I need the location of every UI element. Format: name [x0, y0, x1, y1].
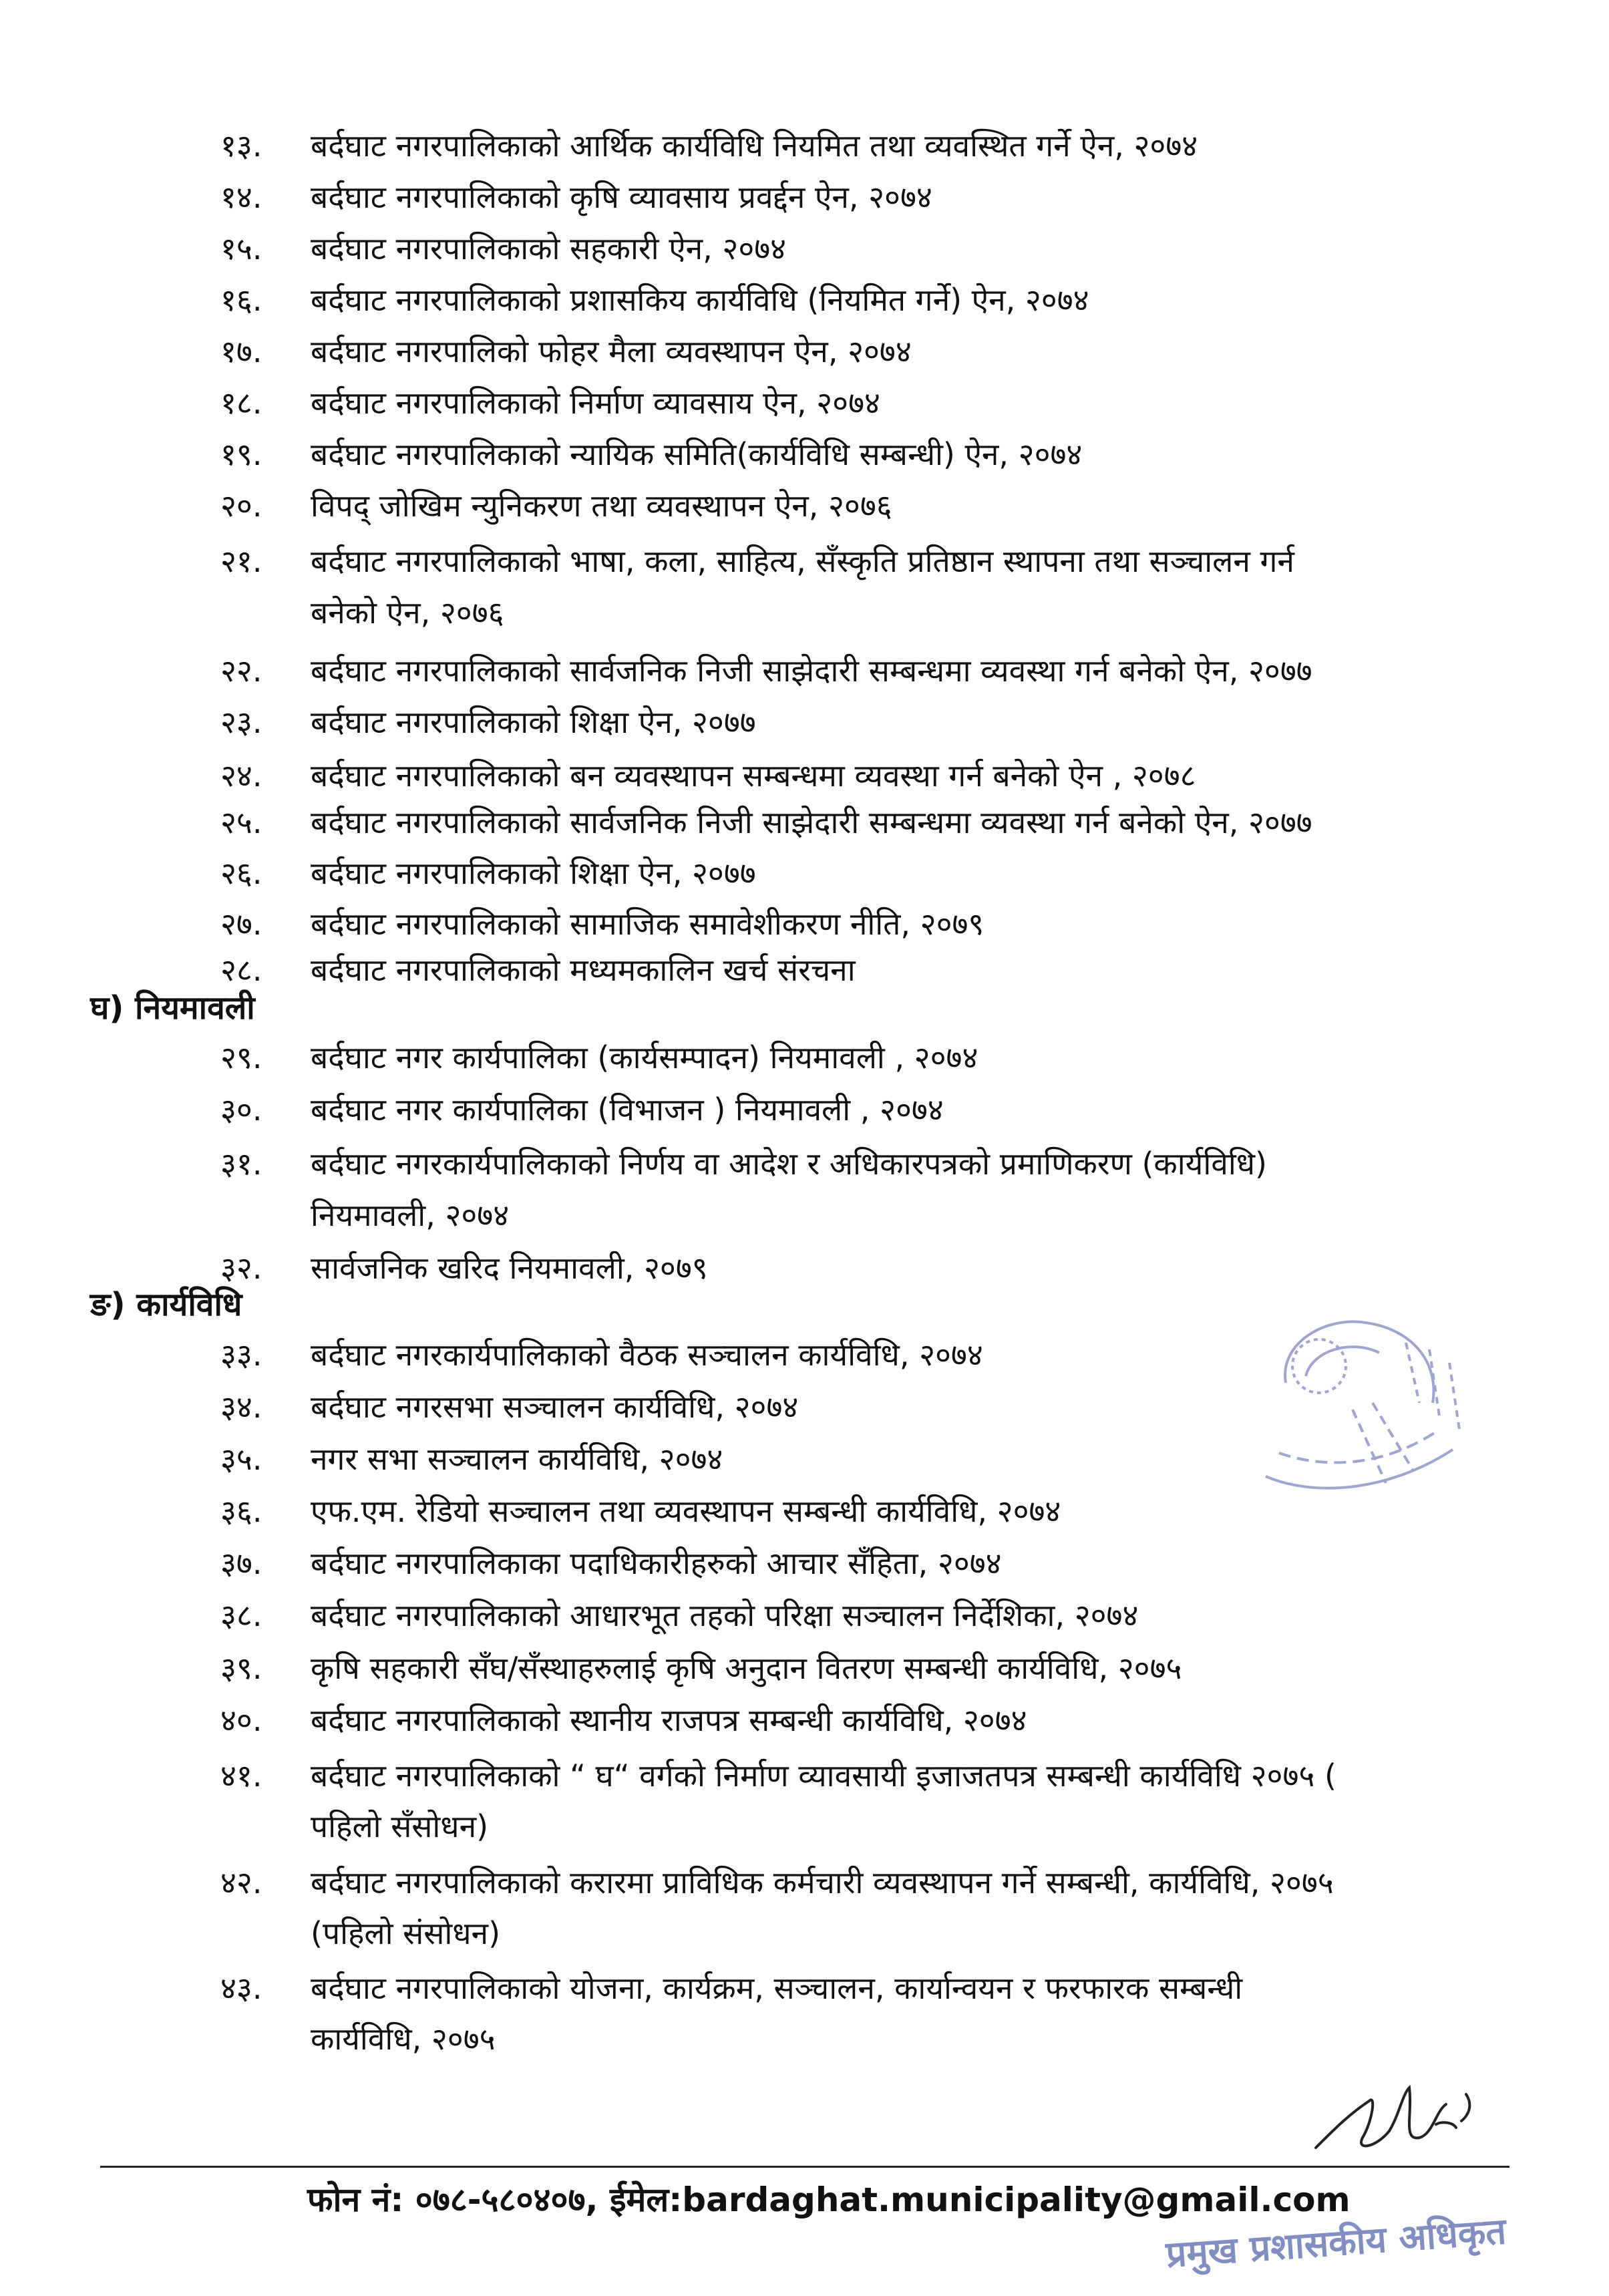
item-text: बर्दघाट नगरपालिकाको मध्यमकालिन खर्च संरचना	[311, 952, 856, 988]
item-text: बर्दघाट नगर कार्यपालिका (कार्यसम्पादन) नियमावली , २०७४	[311, 1039, 978, 1076]
item-text: बर्दघाट नगर कार्यपालिका (विभाजन ) नियमावली , २०७४	[311, 1092, 944, 1128]
item-number: २१.	[220, 543, 262, 579]
item-number: २०.	[220, 488, 262, 524]
item-number: २३.	[220, 704, 262, 740]
footer-contact: फोन नं: ०७८-५८०४०७, ईमेल:bardaghat.municipality@gmail.com	[307, 2180, 1351, 2219]
item-number: ३१.	[220, 1146, 262, 1182]
item-text: बर्दघाट नगरपालिकाको प्रशासकिय कार्यविधि (नियमित गर्ने) ऐन, २०७४	[311, 282, 1089, 318]
item-number: ३२.	[220, 1250, 262, 1286]
item-number: २६.	[220, 855, 262, 891]
item-number: १७.	[220, 333, 262, 369]
item-number: ३६.	[220, 1493, 262, 1529]
item-text: बर्दघाट नगरपालिकाको “ घ“ वर्गको निर्माण व्यावसायी इजाजतपत्र सम्बन्धी कार्यविधि २०७५ (	[311, 1758, 1336, 1794]
item-number: १५.	[220, 230, 262, 267]
municipality-seal-stamp	[1239, 1303, 1479, 1516]
item-text: बर्दघाट नगरपालिकाको सामाजिक समावेशीकरण नीति, २०७९	[311, 906, 985, 942]
item-text: बर्दघाट नगरपालिकाको स्थानीय राजपत्र सम्बन्धी कार्यविधि, २०७४	[311, 1702, 1027, 1738]
section-heading-niyamawali: घ) नियमावली	[90, 989, 255, 1027]
item-number: २९.	[220, 1039, 262, 1076]
item-text: बर्दघाट नगरकार्यपालिकाको निर्णय वा आदेश र अधिकारपत्रको प्रमाणिकरण (कार्यविधि)	[311, 1146, 1267, 1182]
item-text: बर्दघाट नगरसभा सञ्चालन कार्यविधि, २०७४	[311, 1389, 799, 1425]
item-number: १३.	[220, 128, 262, 164]
item-number: २५.	[220, 804, 262, 840]
item-text-continuation: पहिलो सँसोधन)	[311, 1808, 489, 1844]
item-number: ४०.	[220, 1702, 262, 1738]
item-number: ३७.	[220, 1545, 262, 1581]
item-text: कृषि सहकारी सँघ/सँस्थाहरुलाई कृषि अनुदान वितरण सम्बन्धी कार्यविधि, २०७५	[311, 1650, 1182, 1686]
item-text: बर्दघाट नगरपालिकाको सार्वजनिक निजी साझेदारी सम्बन्धमा व्यवस्था गर्न बनेको ऐन, २०७७	[311, 653, 1312, 689]
item-number: २४.	[220, 758, 262, 794]
item-text: बर्दघाट नगरपालिकाको शिक्षा ऐन, २०७७	[311, 855, 756, 891]
item-text: बर्दघाट नगरपालिकाको सहकारी ऐन, २०७४	[311, 230, 787, 267]
item-text: बर्दघाट नगरपालिको फोहर मैला व्यवस्थापन ऐन, २०७४	[311, 333, 912, 369]
item-number: २२.	[220, 653, 262, 689]
item-text-continuation: बनेको ऐन, २०७६	[311, 595, 504, 631]
item-text: बर्दघाट नगरपालिकाको भाषा, कला, साहित्य, सँस्कृति प्रतिष्ठान स्थापना तथा सञ्चालन गर्न	[311, 543, 1294, 579]
item-text: बर्दघाट नगरपालिकाको न्यायिक समिति(कार्यविधि सम्बन्धी) ऐन, २०७४	[311, 436, 1083, 472]
officer-title-stamp: प्रमुख प्रशासकीय अधिकृत	[1164, 2210, 1507, 2276]
item-text: बर्दघाट नगरपालिकाको आर्थिक कार्यविधि नियमित तथा व्यवस्थित गर्ने ऐन, २०७४	[311, 128, 1198, 164]
item-text: बर्दघाट नगरपालिकाको आधारभूत तहको परिक्षा सञ्चालन निर्देशिका, २०७४	[311, 1597, 1139, 1633]
item-number: ४३.	[220, 1970, 262, 2006]
item-number: १६.	[220, 282, 262, 318]
item-number: ३०.	[220, 1092, 262, 1128]
item-text: विपद् जोखिम न्युनिकरण तथा व्यवस्थापन ऐन, २०७६	[311, 488, 892, 524]
item-number: ३३.	[220, 1337, 262, 1373]
item-text: एफ.एम. रेडियो सञ्चालन तथा व्यवस्थापन सम्बन्धी कार्यविधि, २०७४	[311, 1493, 1061, 1529]
item-number: १४.	[220, 179, 262, 215]
item-number: ३५.	[220, 1441, 262, 1477]
item-number: ३९.	[220, 1650, 262, 1686]
item-text: बर्दघाट नगरपालिकाको बन व्यवस्थापन सम्बन्धमा व्यवस्था गर्न बनेको ऐन , २०७८	[311, 758, 1196, 794]
item-text: बर्दघाट नगरपालिकाको सार्वजनिक निजी साझेदारी सम्बन्धमा व्यवस्था गर्न बनेको ऐन, २०७७	[311, 804, 1312, 840]
item-text: बर्दघाट नगरपालिकाको योजना, कार्यक्रम, सञ्चालन, कार्यान्वयन र फरफारक सम्बन्धी	[311, 1970, 1243, 2006]
item-text-continuation: नियमावली, २०७४	[311, 1197, 510, 1233]
item-number: १८.	[220, 385, 262, 421]
item-text: सार्वजनिक खरिद नियमावली, २०७९	[311, 1250, 708, 1286]
item-number: २७.	[220, 906, 262, 942]
item-number: ३४.	[220, 1389, 262, 1425]
item-number: १९.	[220, 436, 262, 472]
item-number: ३८.	[220, 1597, 262, 1633]
handwritten-signature	[1309, 2074, 1483, 2161]
item-text: बर्दघाट नगरपालिकाको शिक्षा ऐन, २०७७	[311, 704, 756, 740]
section-heading-karyabidhi: ङ) कार्यविधि	[90, 1286, 242, 1323]
item-text-continuation: कार्यविधि, २०७५	[311, 2021, 496, 2057]
footer-divider	[100, 2166, 1509, 2168]
item-text: बर्दघाट नगरपालिकाका पदाधिकारीहरुको आचार सँहिता, २०७४	[311, 1545, 1002, 1581]
item-text: नगर सभा सञ्चालन कार्यविधि, २०७४	[311, 1441, 723, 1477]
item-text: बर्दघाट नगरकार्यपालिकाको वैठक सञ्चालन कार्यविधि, २०७४	[311, 1337, 983, 1373]
item-number: ४२.	[220, 1864, 262, 1901]
item-text: बर्दघाट नगरपालिकाको कृषि व्यावसाय प्रवर्द्दन ऐन, २०७४	[311, 179, 932, 215]
item-number: २८.	[220, 952, 262, 988]
item-text-continuation: (पहिलो संसोधन)	[311, 1915, 501, 1951]
item-text: बर्दघाट नगरपालिकाको निर्माण व्यावसाय ऐन, २०७४	[311, 385, 880, 421]
item-number: ४१.	[220, 1758, 262, 1794]
item-text: बर्दघाट नगरपालिकाको करारमा प्राविधिक कर्मचारी व्यवस्थापन गर्ने सम्बन्धी, कार्यविधि, २०७५	[311, 1864, 1334, 1901]
